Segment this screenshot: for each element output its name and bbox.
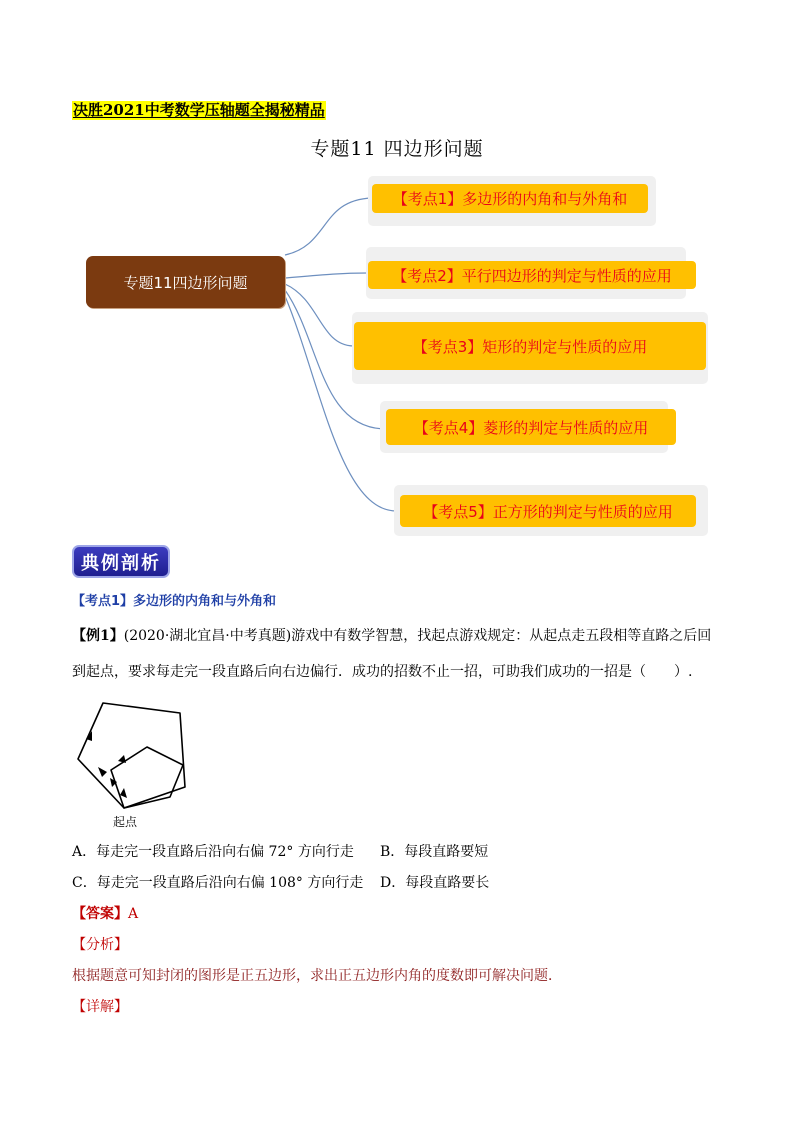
analysis-text: 根据题意可知封闭的图形是正五边形，求出正五边形内角的度数即可解决问题． (72, 968, 562, 984)
answer-line (72, 903, 138, 923)
connector-3 (285, 284, 353, 346)
arrow-icon (118, 755, 126, 763)
pentagon-path-figure (72, 695, 192, 815)
arrow-icon (98, 767, 107, 777)
answer-value: A (128, 906, 139, 922)
analysis-label: 【分析】 (72, 937, 128, 953)
series-banner: 决胜2021中考数学压轴题全揭秘精品 (73, 101, 325, 119)
topic-box-1: 【考点1】多边形的内角和与外角和 (368, 176, 656, 226)
detail-label: 【详解】 (72, 999, 128, 1015)
topic-box-2: 【考点2】平行四边形的判定与性质的应用 (366, 247, 686, 299)
example-tag: 【例1】 (72, 628, 124, 644)
topic-box-5: 【考点5】正方形的判定与性质的应用 (394, 485, 708, 536)
example-source: (2020·湖北宜昌·中考真题) (123, 628, 292, 644)
answer-label: 【答案】 (72, 906, 128, 922)
figure-label-start: 起点 (113, 815, 138, 829)
topic-box-3: 【考点3】矩形的判定与性质的应用 (352, 312, 708, 384)
connector-2 (285, 273, 367, 278)
option-c: C．每走完一段直路后沿向右偏 108° 方向行走 (72, 875, 364, 891)
example-text-1: 游戏中有数学智慧，找起点游戏规定：从起点走五段相等直路之后回 (291, 628, 712, 644)
connector-1 (285, 198, 372, 255)
option-a: A．每走完一段直路后沿向右偏 72° 方向行走 (72, 844, 354, 860)
mindmap-root: 专题11四边形问题 (86, 256, 285, 308)
arrow-icon (120, 788, 127, 798)
example-line-2: 到起点，要求每走完一段直路后向右边偏行．成功的招数不止一招，可助我们成功的一招是（ ）. (72, 664, 693, 680)
option-b: B．每段直路要短 (380, 844, 489, 860)
example-line-1 (72, 626, 732, 646)
topic-box-4: 【考点4】菱形的判定与性质的应用 (380, 401, 668, 453)
option-d: D．每段直路要长 (380, 875, 490, 891)
kaodian-heading: 【考点1】多边形的内角和与外角和 (72, 594, 277, 609)
section-badge: 典例剖析 (72, 545, 170, 578)
page-title: 专题11 四边形问题 (310, 138, 484, 160)
